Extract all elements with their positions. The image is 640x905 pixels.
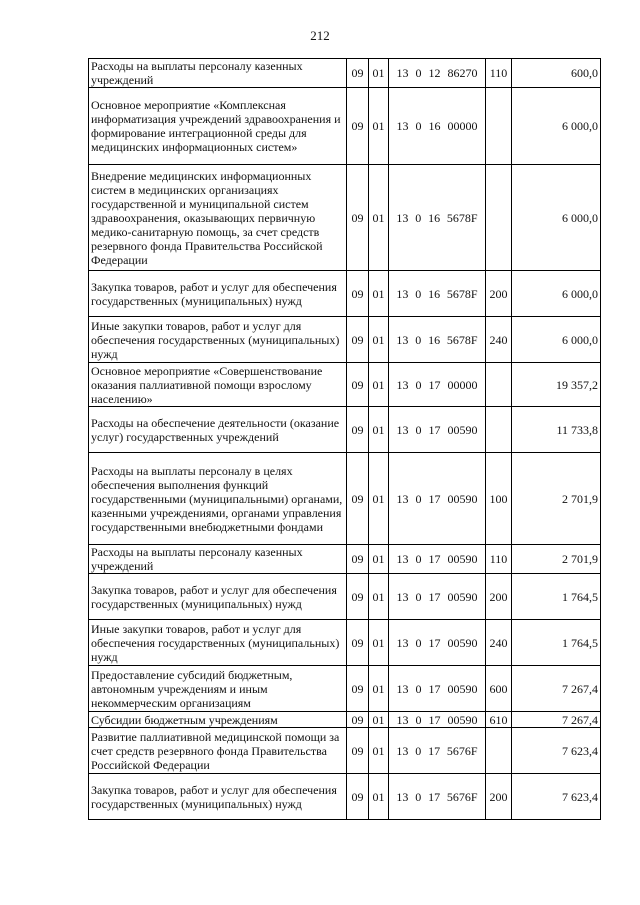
expense-type-code: 110 — [486, 545, 512, 574]
target-article-part: 16 — [428, 332, 441, 347]
page-number: 212 — [310, 28, 330, 43]
target-article-parts — [391, 287, 483, 301]
expense-name: Закупка товаров, работ и услуг для обеспечения государственных (муниципальных) нужд — [89, 271, 347, 317]
section-code: 09 — [347, 728, 369, 774]
expense-name: Расходы на выплаты персоналу казенных учреждений — [89, 545, 347, 574]
target-article-part: 00590 — [447, 422, 478, 437]
subsection-code: 01 — [369, 574, 389, 620]
subsection-code: 01 — [369, 666, 389, 712]
budget-table — [88, 58, 601, 820]
target-article-parts — [391, 682, 483, 696]
target-article-part: 16 — [428, 210, 441, 225]
target-article-part: 5678F — [446, 332, 478, 347]
amount: 2 701,9 — [512, 453, 601, 545]
target-article-part: 13 — [396, 422, 409, 437]
expense-type-code: 200 — [486, 574, 512, 620]
target-article-part: 00000 — [447, 377, 478, 392]
target-article-code — [389, 574, 486, 620]
target-article-parts — [391, 713, 483, 727]
target-article-part: 17 — [428, 789, 441, 804]
expense-name: Расходы на обеспечение деятельности (оказание услуг) государственных учреждений — [89, 407, 347, 453]
subsection-code: 01 — [369, 712, 389, 728]
section-code: 09 — [347, 407, 369, 453]
target-article-part: 0 — [415, 589, 422, 604]
subsection-code: 01 — [369, 453, 389, 545]
target-article-parts — [391, 552, 483, 566]
target-article-part: 00590 — [447, 681, 478, 696]
target-article-part: 5678F — [446, 286, 478, 301]
expense-name: Развитие паллиативной медицинской помощи за счет средств резервного фонда Правительства Российской Федерации — [89, 728, 347, 774]
amount: 6 000,0 — [512, 317, 601, 363]
target-article-part: 0 — [415, 552, 422, 566]
amount: 1 764,5 — [512, 574, 601, 620]
target-article-parts — [391, 119, 483, 133]
target-article-parts — [391, 211, 483, 225]
expense-type-code — [486, 728, 512, 774]
target-article-part: 0 — [415, 491, 422, 506]
expense-name: Иные закупки товаров, работ и услуг для обеспечения государственных (муниципальных) нужд — [89, 317, 347, 363]
target-article-part: 17 — [428, 491, 441, 506]
target-article-part: 13 — [396, 789, 409, 804]
section-code: 09 — [347, 712, 369, 728]
target-article-parts — [391, 790, 483, 804]
section-code: 09 — [347, 574, 369, 620]
target-article-part: 5676F — [446, 743, 478, 758]
expense-name: Расходы на выплаты персоналу в целях обеспечения выполнения функций государственными (муниципальными) органами, казенными учреждениями, органами управления государственными внебюджетными фондами — [89, 453, 347, 545]
target-article-code — [389, 712, 486, 728]
amount: 6 000,0 — [512, 88, 601, 165]
target-article-part: 12 — [428, 66, 441, 80]
target-article-code — [389, 666, 486, 712]
amount: 600,0 — [512, 59, 601, 88]
target-article-code — [389, 620, 486, 666]
amount: 1 764,5 — [512, 620, 601, 666]
expense-type-code: 100 — [486, 453, 512, 545]
subsection-code: 01 — [369, 620, 389, 666]
target-article-part: 13 — [396, 66, 409, 80]
subsection-code: 01 — [369, 165, 389, 271]
table-row — [89, 407, 601, 453]
table-row — [89, 88, 601, 165]
target-article-part: 00590 — [447, 491, 478, 506]
table-row — [89, 666, 601, 712]
section-code: 09 — [347, 363, 369, 407]
section-code: 09 — [347, 453, 369, 545]
expense-name: Закупка товаров, работ и услуг для обеспечения государственных (муниципальных) нужд — [89, 574, 347, 620]
target-article-part: 13 — [396, 635, 409, 650]
target-article-part: 0 — [415, 377, 422, 392]
target-article-code — [389, 407, 486, 453]
table-row — [89, 317, 601, 363]
expense-name: Закупка товаров, работ и услуг для обеспечения государственных (муниципальных) нужд — [89, 774, 347, 820]
target-article-parts — [391, 636, 483, 650]
target-article-part: 17 — [428, 589, 441, 604]
target-article-part: 0 — [415, 119, 422, 133]
section-code: 09 — [347, 59, 369, 88]
amount: 6 000,0 — [512, 165, 601, 271]
section-code: 09 — [347, 271, 369, 317]
target-article-part: 16 — [428, 286, 441, 301]
target-article-part: 17 — [428, 552, 441, 566]
subsection-code: 01 — [369, 363, 389, 407]
target-article-part: 13 — [396, 681, 409, 696]
target-article-part: 0 — [415, 743, 422, 758]
target-article-part: 0 — [415, 712, 422, 727]
target-article-part: 0 — [415, 789, 422, 804]
expense-name: Внедрение медицинских информационных систем в медицинских организациях государственной и муниципальной систем здравоохранения, оказывающих первичную медико-санитарную помощь, за счет средств резервного фонда Правительства Российской Федерации — [89, 165, 347, 271]
table-row — [89, 545, 601, 574]
table-row — [89, 620, 601, 666]
expense-type-code: 200 — [486, 271, 512, 317]
subsection-code: 01 — [369, 407, 389, 453]
target-article-part: 00590 — [447, 712, 478, 727]
target-article-part: 13 — [396, 210, 409, 225]
target-article-part: 0 — [415, 681, 422, 696]
amount: 7 623,4 — [512, 728, 601, 774]
expense-name: Субсидии бюджетным учреждениям — [89, 712, 347, 728]
target-article-part: 17 — [428, 743, 441, 758]
expense-type-code — [486, 165, 512, 271]
expense-type-code — [486, 363, 512, 407]
amount: 6 000,0 — [512, 271, 601, 317]
target-article-part: 17 — [428, 422, 441, 437]
section-code: 09 — [347, 165, 369, 271]
subsection-code: 01 — [369, 774, 389, 820]
target-article-part: 13 — [396, 332, 409, 347]
section-code: 09 — [347, 545, 369, 574]
subsection-code: 01 — [369, 271, 389, 317]
target-article-part: 0 — [415, 210, 422, 225]
expense-name: Основное мероприятие «Совершенствование оказания паллиативной помощи взрослому населению» — [89, 363, 347, 407]
target-article-part: 00590 — [447, 589, 478, 604]
target-article-code — [389, 545, 486, 574]
target-article-part: 13 — [396, 552, 409, 566]
expense-name: Предоставление субсидий бюджетным, автономным учреждениям и иным некоммерческим организациям — [89, 666, 347, 712]
target-article-code — [389, 453, 486, 545]
table-row — [89, 728, 601, 774]
target-article-code — [389, 165, 486, 271]
target-article-part: 13 — [396, 377, 409, 392]
section-code: 09 — [347, 774, 369, 820]
subsection-code: 01 — [369, 545, 389, 574]
target-article-part: 17 — [428, 377, 441, 392]
expense-type-code: 200 — [486, 774, 512, 820]
target-article-part: 0 — [415, 332, 422, 347]
target-article-part: 00000 — [447, 119, 478, 133]
target-article-part: 17 — [428, 635, 441, 650]
target-article-code — [389, 317, 486, 363]
expense-type-code: 240 — [486, 620, 512, 666]
target-article-part: 00590 — [447, 552, 478, 566]
section-code: 09 — [347, 620, 369, 666]
target-article-part: 0 — [415, 422, 422, 437]
amount: 7 623,4 — [512, 774, 601, 820]
amount: 11 733,8 — [512, 407, 601, 453]
section-code: 09 — [347, 317, 369, 363]
target-article-part: 5676F — [446, 789, 478, 804]
target-article-part: 0 — [415, 286, 422, 301]
expense-name: Основное мероприятие «Комплексная информатизация учреждений здравоохранения и формирование интеграционной среды для медицинских информационных систем» — [89, 88, 347, 165]
target-article-part: 13 — [396, 286, 409, 301]
expense-type-code: 610 — [486, 712, 512, 728]
subsection-code: 01 — [369, 728, 389, 774]
target-article-code — [389, 363, 486, 407]
target-article-part: 13 — [396, 743, 409, 758]
target-article-part: 5678F — [446, 210, 478, 225]
amount: 2 701,9 — [512, 545, 601, 574]
table-row — [89, 363, 601, 407]
target-article-parts — [391, 423, 483, 437]
target-article-parts — [391, 492, 483, 506]
target-article-part: 17 — [428, 712, 441, 727]
expense-type-code — [486, 88, 512, 165]
target-article-part: 0 — [415, 66, 422, 80]
table-row — [89, 271, 601, 317]
expense-name: Расходы на выплаты персоналу казенных учреждений — [89, 59, 347, 88]
target-article-part: 13 — [396, 119, 409, 133]
subsection-code: 01 — [369, 317, 389, 363]
table-row — [89, 59, 601, 88]
target-article-code — [389, 728, 486, 774]
expense-type-code: 110 — [486, 59, 512, 88]
table-row — [89, 165, 601, 271]
target-article-parts — [391, 590, 483, 604]
amount: 7 267,4 — [512, 666, 601, 712]
expense-type-code: 600 — [486, 666, 512, 712]
target-article-code — [389, 59, 486, 88]
target-article-parts — [391, 66, 483, 80]
section-code: 09 — [347, 88, 369, 165]
target-article-part: 13 — [396, 589, 409, 604]
target-article-part: 0 — [415, 635, 422, 650]
expense-name: Иные закупки товаров, работ и услуг для обеспечения государственных (муниципальных) нужд — [89, 620, 347, 666]
subsection-code: 01 — [369, 59, 389, 88]
target-article-code — [389, 774, 486, 820]
target-article-part: 16 — [428, 119, 441, 133]
amount: 7 267,4 — [512, 712, 601, 728]
target-article-part: 86270 — [447, 66, 478, 80]
subsection-code: 01 — [369, 88, 389, 165]
target-article-code — [389, 271, 486, 317]
table-row — [89, 453, 601, 545]
target-article-part: 17 — [428, 681, 441, 696]
target-article-part: 13 — [396, 491, 409, 506]
amount: 19 357,2 — [512, 363, 601, 407]
section-code: 09 — [347, 666, 369, 712]
table-row — [89, 574, 601, 620]
table-row — [89, 712, 601, 728]
expense-type-code — [486, 407, 512, 453]
target-article-parts — [391, 378, 483, 392]
target-article-parts — [391, 333, 483, 347]
target-article-parts — [391, 744, 483, 758]
target-article-code — [389, 88, 486, 165]
budget-table-body — [89, 59, 601, 820]
target-article-part: 00590 — [447, 635, 478, 650]
table-row — [89, 774, 601, 820]
target-article-part: 13 — [396, 712, 409, 727]
expense-type-code: 240 — [486, 317, 512, 363]
